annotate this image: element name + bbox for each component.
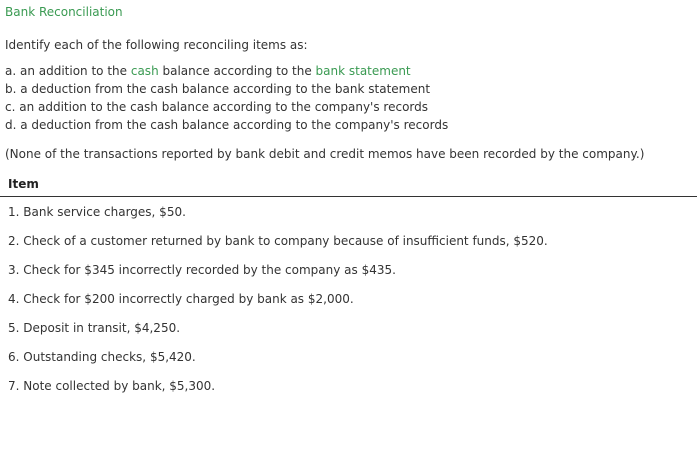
option-a <box>5 62 448 80</box>
instruction-text: Identify each of the following reconciling items as: <box>5 38 308 52</box>
item-row-2: 2. Check of a customer returned by bank to company because of insufficient funds, $520. <box>8 234 548 248</box>
item-row-7: 7. Note collected by bank, $5,300. <box>8 379 216 393</box>
bank-statement-term-link[interactable]: bank statement <box>315 64 411 78</box>
item-row-5: 5. Deposit in transit, $4,250. <box>8 321 181 335</box>
reconciling-options-list <box>5 62 448 134</box>
option-c: c. an addition to the cash balance according to the company's records <box>5 100 428 114</box>
option-d: d. a deduction from the cash balance according to the company's records <box>5 118 449 132</box>
item-row-3: 3. Check for $345 incorrectly recorded by the company as $435. <box>8 263 396 277</box>
option-a-prefix: a. an addition to the <box>5 64 131 78</box>
cash-term-link[interactable]: cash <box>130 64 159 78</box>
option-b: b. a deduction from the cash balance according to the bank statement <box>5 82 431 96</box>
option-a-middle: balance according to the <box>158 64 316 78</box>
note-text: (None of the transactions reported by bank debit and credit memos have been recorded by the company.) <box>5 147 645 161</box>
items-table-header <box>0 170 697 197</box>
page-title: Bank Reconciliation <box>5 5 123 19</box>
item-row-1: 1. Bank service charges, $50. <box>8 205 186 219</box>
item-row-6: 6. Outstanding checks, $5,420. <box>8 350 196 364</box>
items-list <box>0 198 697 401</box>
item-column-header: Item <box>8 177 39 191</box>
item-row-4: 4. Check for $200 incorrectly charged by bank as $2,000. <box>8 292 354 306</box>
